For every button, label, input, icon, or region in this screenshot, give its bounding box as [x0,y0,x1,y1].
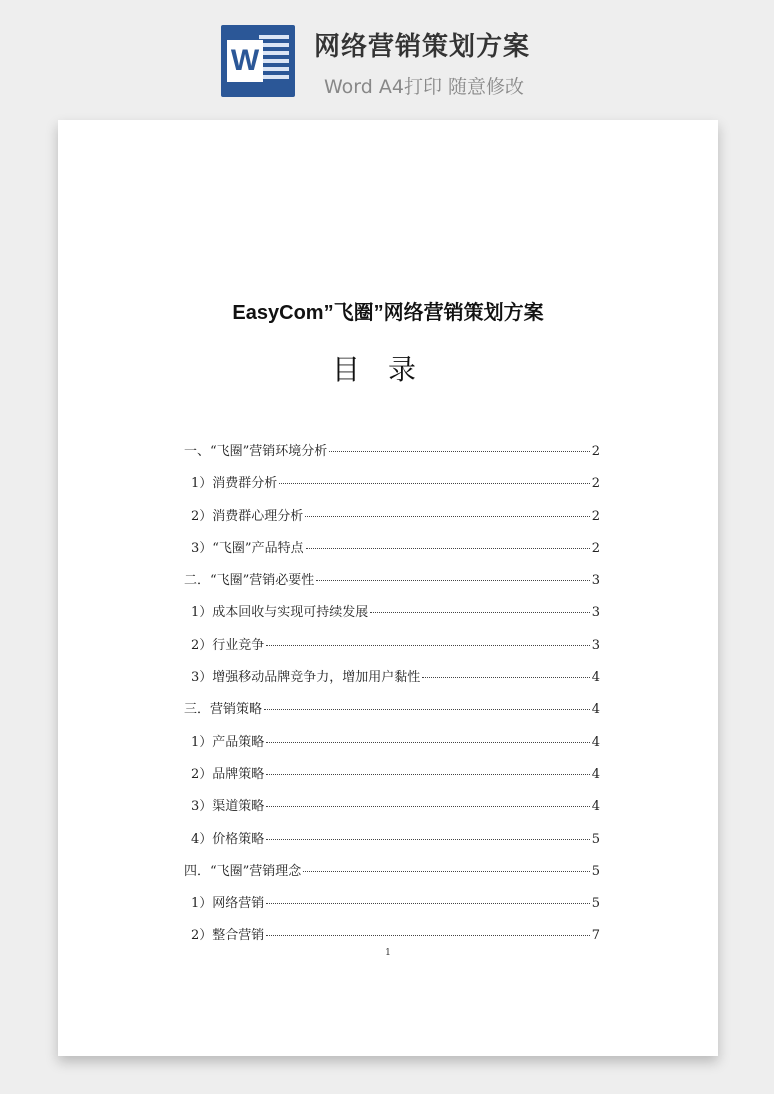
toc-entry-page: 4 [591,670,600,686]
toc-entry[interactable] [184,731,600,763]
toc-leader-dots [329,451,589,452]
toc-entry-text: 1）产品策略 [191,734,265,750]
toc-leader-dots [303,871,589,872]
toc-entry-text: 四．“飞圈”营销理念 [184,863,302,879]
toc-entry-page: 4 [591,766,600,782]
toc-leader-dots [266,839,589,840]
toc-leader-dots [266,903,589,904]
toc-leader-dots [422,677,589,678]
toc-entry-text: 1）消费群分析 [191,476,278,492]
toc-entry-page: 3 [591,573,600,589]
toc-leader-dots [266,742,589,743]
page-number: 1 [385,948,391,958]
document-page [58,120,718,1056]
toc-entry[interactable] [184,892,600,924]
word-letter: W [227,40,263,82]
toc-entry[interactable] [184,601,600,633]
table-of-contents [184,440,600,957]
toc-heading: 目录 [331,353,444,386]
toc-leader-dots [264,709,590,710]
banner-subtitle: Word A4打印 随意修改 [324,76,525,98]
toc-entry[interactable] [184,860,600,892]
header [0,0,774,118]
toc-entry-page: 5 [591,896,600,912]
toc-entry-text: 2）品牌策略 [191,766,265,782]
toc-entry-text: 一、“飞圈”营销环境分析 [184,444,328,459]
toc-entry-text: 2）行业竞争 [191,637,265,653]
toc-leader-dots [306,548,590,549]
document-title: EasyCom”飞圈”网络营销策划方案 [232,302,544,324]
toc-entry-page: 4 [591,734,600,750]
toc-entry-text: 3）渠道策略 [191,799,265,815]
toc-leader-dots [266,774,589,775]
toc-leader-dots [370,612,589,613]
toc-entry-text: 1）成本回收与实现可持续发展 [191,605,369,621]
toc-entry[interactable] [184,795,600,827]
toc-entry[interactable] [184,505,600,537]
toc-entry[interactable] [184,634,600,666]
toc-leader-dots [279,483,589,484]
toc-entry[interactable] [184,698,600,730]
toc-entry-page: 7 [591,928,600,944]
toc-leader-dots [266,645,589,646]
toc-entry[interactable] [184,537,600,569]
toc-entry-page: 4 [591,702,600,718]
toc-entry-page: 2 [591,444,600,459]
toc-entry[interactable] [184,828,600,860]
toc-leader-dots [266,806,589,807]
toc-entry-text: 3）“飞圈”产品特点 [191,540,304,556]
toc-entry[interactable] [184,569,600,601]
toc-entry-text: 三．营销策略 [184,702,263,718]
toc-entry-text: 3）增强移动品牌竞争力，增加用户黏性 [191,670,421,686]
word-icon [221,25,295,97]
banner-title: 网络营销策划方案 [314,32,531,62]
toc-entry[interactable] [184,440,600,472]
toc-leader-dots [316,580,589,581]
toc-entry[interactable] [184,763,600,795]
toc-entry[interactable] [184,472,600,504]
toc-entry-page: 3 [591,637,600,653]
toc-leader-dots [305,516,589,517]
toc-entry-page: 3 [591,605,600,621]
toc-entry-page: 5 [591,863,600,879]
toc-leader-dots [266,935,589,936]
toc-entry-page: 4 [591,799,600,815]
toc-entry-page: 2 [591,476,600,492]
toc-entry-text: 2）整合营销 [191,928,265,944]
toc-entry-page: 2 [591,540,600,556]
toc-entry[interactable] [184,666,600,698]
document-lines-icon [259,35,289,87]
toc-entry-text: 2）消费群心理分析 [191,508,304,524]
toc-entry-text: 二．“飞圈”营销必要性 [184,573,315,589]
toc-entry-page: 5 [591,831,600,847]
toc-entry-page: 2 [591,508,600,524]
toc-entry-text: 4）价格策略 [191,831,265,847]
toc-entry-text: 1）网络营销 [191,896,265,912]
